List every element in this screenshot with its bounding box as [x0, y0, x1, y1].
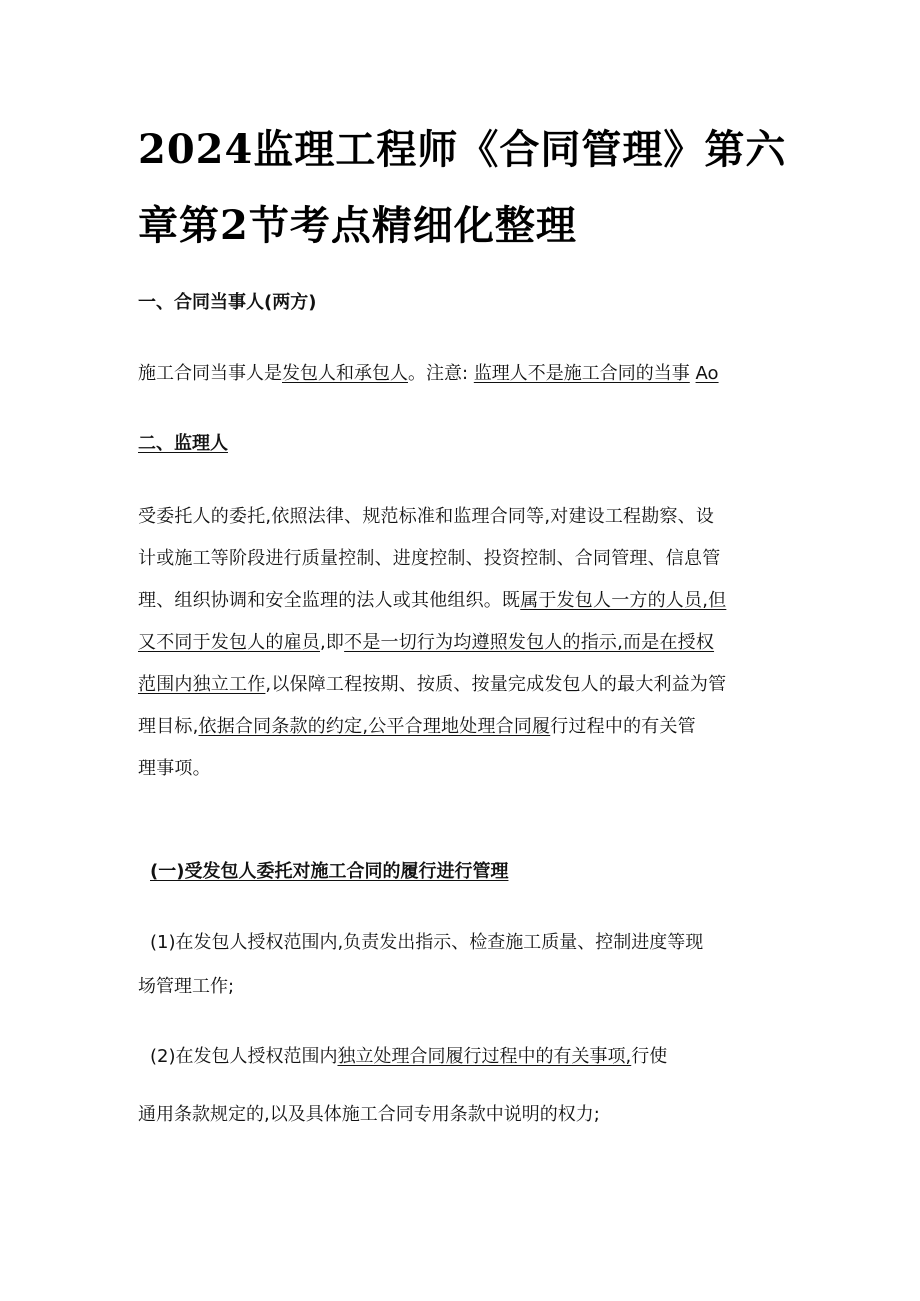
- section-2-line-4c: 不是一切行为均遵照发包人的指示,而是在授权: [344, 632, 715, 653]
- section-2-line-3: [138, 580, 788, 622]
- section-2-line-7: 理事项。: [138, 758, 211, 779]
- section-2-line-3a: 理、组织协调和安全监理的法人或其他组织。既: [138, 590, 521, 611]
- section-2-line-3b: 属于发包人一方的人员,但: [520, 590, 727, 611]
- title-line-1: 2024监理工程师《合同管理》第六: [138, 126, 787, 173]
- section-2-line-1: 受委托人的委托,依照法律、规范标准和监理合同等,对建设工程勘察、设: [138, 506, 715, 527]
- item-2-text-c: 行使: [631, 1046, 668, 1067]
- item-2-text-b: 独立处理合同履行过程中的有关事项,: [337, 1046, 632, 1067]
- item-2-line-2: 通用条款规定的,以及具体施工合同专用条款中说明的权力;: [138, 1104, 600, 1125]
- section-2-line-6c: 行过程中的有关管: [550, 716, 696, 737]
- section-2-line-5b: ,以保障工程按期、按质、按量完成发包人的最大利益为管: [265, 674, 727, 695]
- section-1-text-c: 。注意:: [408, 363, 469, 384]
- section-2-line-4a: 又不同于发包人的雇员: [138, 632, 320, 653]
- section-2-line-6a: 理目标,: [138, 716, 199, 737]
- section-2-line-6: [138, 706, 788, 748]
- item-1-line-1: (1)在发包人授权范围内,负责发出指示、检查施工质量、控制进度等现: [150, 932, 704, 953]
- section-2-heading: 二、监理人: [138, 433, 228, 454]
- section-1-text-b: 发包人和承包人: [282, 363, 408, 384]
- section-2-line-4b: ,即: [320, 632, 345, 653]
- section-2-paragraph: [138, 496, 788, 790]
- section-2-line-5a: 范围内独立工作: [138, 674, 266, 695]
- section-1-paragraph: [138, 362, 719, 386]
- item-2-text-a: (2)在发包人授权范围内: [150, 1046, 338, 1067]
- document-title: [138, 112, 818, 264]
- title-line-2: 章第2节考点精细化整理: [138, 202, 577, 249]
- section-2-line-6b: 依据合同条款的约定,公平合理地处理合同履: [198, 716, 551, 737]
- section-2-line-5: [138, 664, 788, 706]
- section-1-text-e: Ao: [695, 363, 719, 384]
- section-1-heading: 一、合同当事人(两方): [138, 292, 317, 313]
- section-2-line-2: 计或施工等阶段进行质量控制、进度控制、投资控制、合同管理、信息管: [138, 548, 721, 569]
- subsection-1-heading: (一)受发包人委托对施工合同的履行进行管理: [150, 861, 509, 882]
- section-1-text-d: 监理人不是施工合同的当事: [473, 363, 690, 384]
- section-2-line-4: [138, 622, 788, 664]
- item-1-line-2: 场管理工作;: [138, 976, 235, 997]
- item-2-line-1: [150, 1045, 667, 1069]
- section-1-text-a: 施工合同当事人是: [138, 363, 282, 384]
